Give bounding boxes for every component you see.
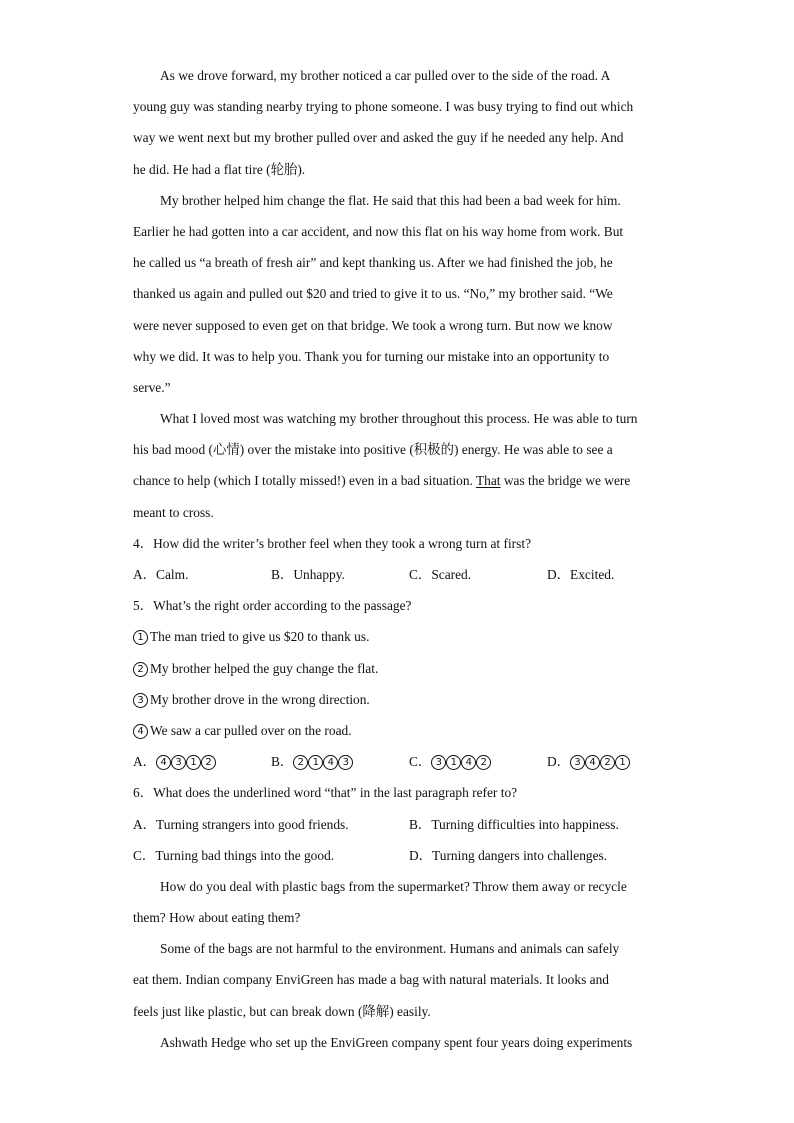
circled-number: 4 [133,724,148,739]
circled-number: 3 [338,755,353,770]
question-stem: 5．What’s the right order according to the passage? [133,598,412,614]
circled-number: 2 [600,755,615,770]
text-line: serve.” [133,379,171,395]
text-fragment: was the bridge we were [500,473,631,489]
circled-number: 2 [476,755,491,770]
text-line: were never supposed to even get on that bridge. We took a wrong turn. But now we know [133,317,613,333]
option-d[interactable] [547,746,685,777]
event-item [133,684,663,715]
answer-options [133,809,663,840]
passage2-paragraph-1 [133,871,663,933]
text-line: young guy was standing nearby trying to phone someone. I was busy trying to find out which [133,99,634,115]
text-line: his bad mood (心情) over the mistake into positive (积极的) energy. He was able to see a [133,442,613,458]
circled-number: 1 [446,755,461,770]
text-line [133,465,663,496]
text-line: What I loved most was watching my brother throughout this process. He was able to turn [160,411,638,427]
option-c[interactable] [409,746,547,777]
event-text: My brother helped the guy change the flat. [150,660,379,676]
question-stem: 6．What does the underlined word “that” in the last paragraph refer to? [133,785,518,801]
option-label: C． [409,754,432,770]
passage1-paragraph-3 [133,403,663,528]
event-item [133,715,663,746]
text-line: meant to cross. [133,504,214,520]
event-text: The man tried to give us $20 to thank us. [150,629,370,645]
option-label: B． [271,754,294,770]
circled-number: 1 [186,755,201,770]
option-a[interactable] [133,746,271,777]
option-b[interactable]: B．Turning difficulties into happiness. [409,816,619,832]
option-label: A． [133,754,157,770]
passage2-paragraph-2 [133,933,663,1027]
text-line: As we drove forward, my brother noticed a car pulled over to the side of the road. A [160,68,611,83]
text-line: he called us “a breath of fresh air” and kept thanking us. After we had finished the job, he [133,255,613,271]
text-line: he did. He had a flat tire (轮胎). [133,161,306,177]
option-d[interactable]: D．Excited. [547,567,615,582]
circled-number: 4 [323,755,338,770]
circled-number: 3 [133,693,148,708]
option-a[interactable]: A．Calm. [133,567,189,582]
text-line: them? How about eating them? [133,910,301,926]
option-c[interactable]: C．Turning bad things into the good. [133,847,335,863]
answer-options [133,840,663,871]
text-line: way we went next but my brother pulled over and asked the guy if he needed any help. And [133,130,624,146]
circled-number: 2 [133,662,148,677]
circled-number: 4 [585,755,600,770]
circled-number: 1 [615,755,630,770]
option-a[interactable]: A．Turning strangers into good friends. [133,816,349,832]
circled-number: 1 [133,630,148,645]
question-6 [133,777,663,871]
circled-number: 4 [461,755,476,770]
passage1-paragraph-2 [133,185,663,403]
text-fragment: chance to help (which I totally missed!) even in a bad situation. [133,473,476,489]
text-line: feels just like plastic, but can break down (降解) easily. [133,1003,431,1019]
question-stem: 4．How did the writer’s brother feel when they took a wrong turn at first? [133,535,532,551]
circled-number: 1 [308,755,323,770]
circled-number: 3 [171,755,186,770]
circled-number: 2 [293,755,308,770]
text-line: Ashwath Hedge who set up the EnviGreen company spent four years doing experiments [160,1034,633,1050]
question-4 [133,528,663,590]
text-line: why we did. It was to help you. Thank you for turning our mistake into an opportunity to [133,348,610,364]
option-b[interactable]: B．Unhappy. [271,567,345,582]
circled-number: 4 [156,755,171,770]
answer-options [133,559,663,590]
circled-number: 2 [201,755,216,770]
text-line: Earlier he had gotten into a car accident, and now this flat on his way home from work. But [133,223,624,239]
answer-options [133,746,663,777]
event-text: My brother drove in the wrong direction. [150,691,370,707]
document-page [133,60,663,1058]
passage1-paragraph-1 [133,60,663,185]
event-text: We saw a car pulled over on the road. [150,722,352,738]
question-5 [133,590,663,777]
text-line: eat them. Indian company EnviGreen has made a bag with natural materials. It looks and [133,972,609,988]
option-d[interactable]: D．Turning dangers into challenges. [409,847,608,863]
circled-number: 3 [431,755,446,770]
circled-number: 3 [570,755,585,770]
text-line: How do you deal with plastic bags from the supermarket? Throw them away or recycle [160,878,627,894]
text-line: Some of the bags are not harmful to the environment. Humans and animals can safely [160,941,620,957]
passage2-paragraph-3 [133,1027,663,1058]
text-line: My brother helped him change the flat. He said that this had been a bad week for him. [160,192,621,208]
option-c[interactable]: C．Scared. [409,567,472,582]
event-item [133,621,663,652]
option-b[interactable] [271,746,409,777]
option-label: D． [547,754,571,770]
text-line: thanked us again and pulled out $20 and tried to give it to us. “No,” my brother said. “We [133,286,613,302]
event-item [133,653,663,684]
underlined-word-that: That [475,473,501,489]
